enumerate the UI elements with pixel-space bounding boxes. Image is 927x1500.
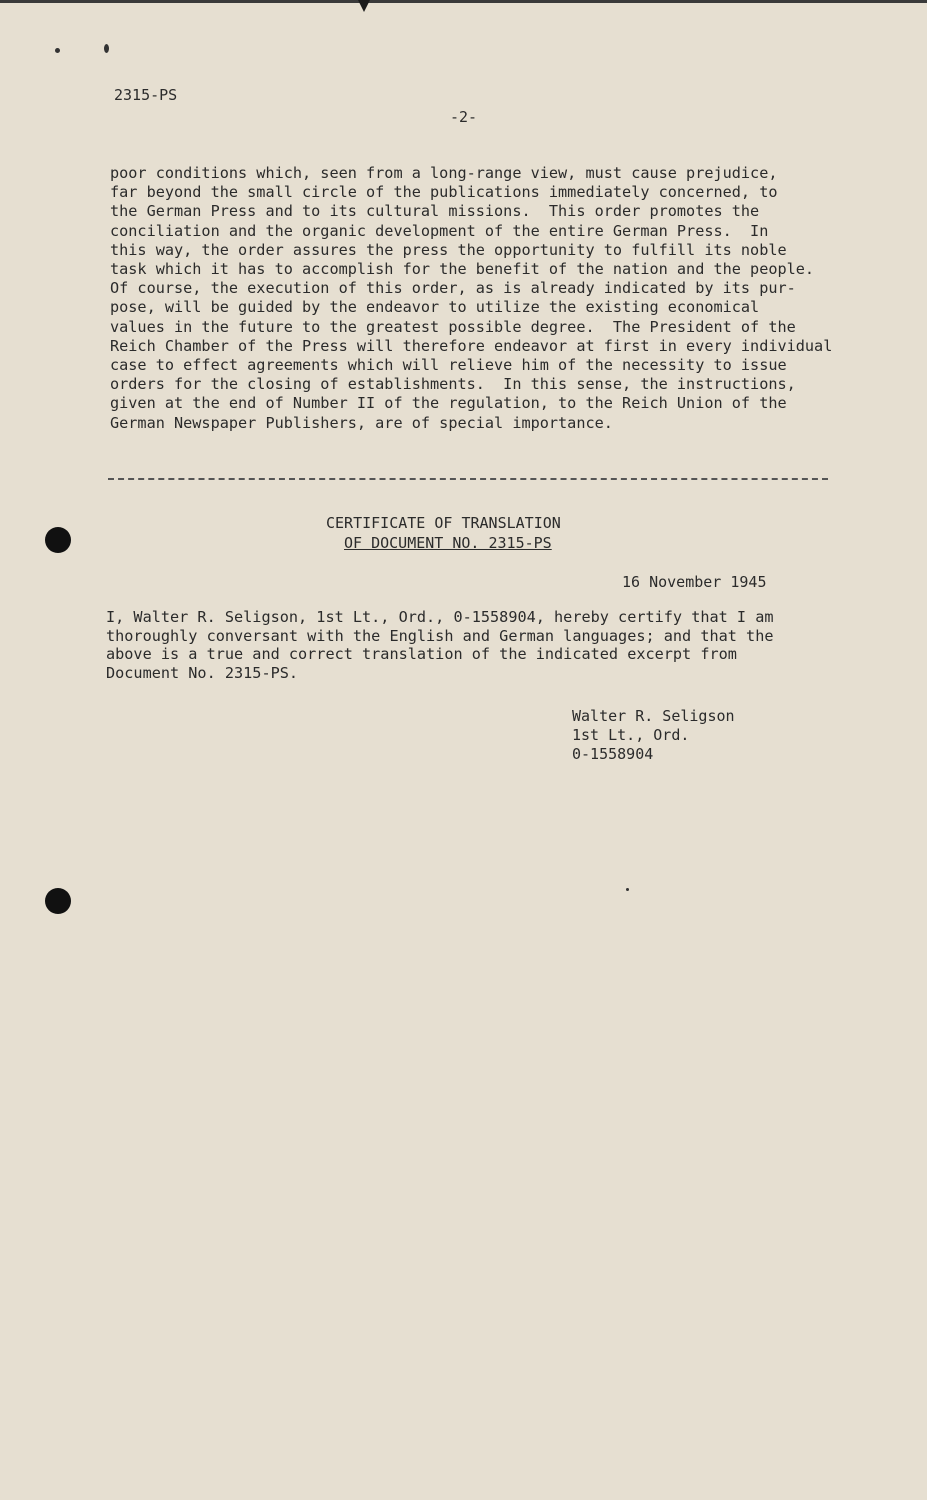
text-line: above is a true and correct translation of the indicated excerpt from: [106, 645, 737, 663]
text-line: given at the end of Number II of the regulation, to the Reich Union of the: [110, 394, 787, 413]
ink-speck: [55, 48, 60, 53]
text-line: conciliation and the organic development of the entire German Press. In: [110, 221, 769, 240]
text-line: Of course, the execution of this order, as is already indicated by its pur-: [110, 279, 796, 298]
signature-block: [572, 707, 735, 764]
certificate-date: 16 November 1945: [622, 573, 767, 591]
ink-speck: [104, 44, 109, 53]
body-paragraph: [110, 164, 890, 433]
text-line: thoroughly conversant with the English and German languages; and that the: [106, 626, 774, 645]
top-edge-mark: [0, 0, 927, 3]
text-line: far beyond the small circle of the publications immediately concerned, to: [110, 183, 778, 202]
signature-name: Walter R. Seligson: [572, 707, 735, 725]
text-line: I, Walter R. Seligson, 1st Lt., Ord., 0-1558904, hereby certify that I am: [106, 608, 774, 626]
text-line: orders for the closing of establishments. In this sense, the instructions,: [110, 375, 796, 394]
top-arrow-mark: [358, 0, 370, 12]
punch-hole: [45, 527, 71, 553]
text-line: Document No. 2315-PS.: [106, 663, 299, 682]
text-line: task which it has to accomplish for the benefit of the nation and the people.: [110, 260, 815, 279]
signature-rank: 1st Lt., Ord.: [572, 726, 690, 744]
dashed-separator: [108, 478, 828, 480]
page-number: -2-: [450, 108, 478, 126]
text-line: the German Press and to its cultural missions. This order promotes the: [110, 202, 760, 221]
text-line: case to effect agreements which will relieve him of the necessity to issue: [110, 356, 787, 375]
certificate-title: CERTIFICATE OF TRANSLATION: [326, 514, 561, 532]
text-line: pose, will be guided by the endeavor to utilize the existing economical: [110, 298, 760, 317]
ink-speck: [626, 888, 629, 891]
punch-hole: [45, 888, 71, 914]
certificate-subtitle: OF DOCUMENT NO. 2315-PS: [344, 534, 552, 552]
text-line: poor conditions which, seen from a long-range view, must cause prejudice,: [110, 164, 778, 182]
signature-serial: 0-1558904: [572, 745, 654, 763]
text-line: German Newspaper Publishers, are of special importance.: [110, 413, 613, 432]
text-line: values in the future to the greatest possible degree. The President of the: [110, 317, 796, 336]
certificate-body: [106, 608, 836, 682]
document-id: 2315-PS: [114, 86, 178, 104]
text-line: this way, the order assures the press the opportunity to fulfill its noble: [110, 240, 787, 259]
text-line: Reich Chamber of the Press will therefore endeavor at first in every individual: [110, 336, 833, 355]
